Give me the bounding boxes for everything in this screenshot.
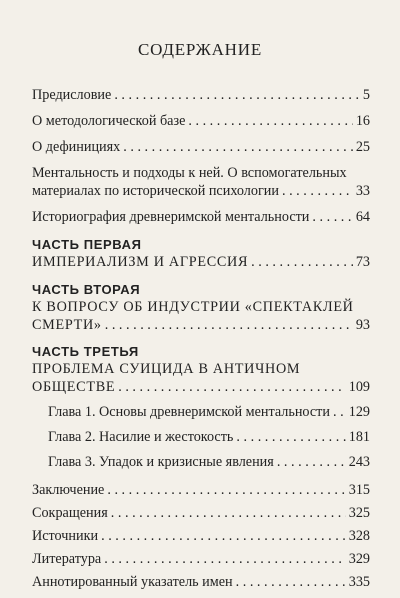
toc-entry-page: 16 bbox=[355, 113, 370, 129]
part-label: ЧАСТЬ ПЕРВАЯ bbox=[32, 237, 142, 252]
toc-leader-dots bbox=[236, 428, 345, 446]
toc-entry-title: Заключение bbox=[32, 482, 105, 498]
toc-entry-title: Глава 1. Основы древнеримской ментальности bbox=[48, 404, 330, 420]
toc-leader-dots bbox=[107, 481, 345, 499]
toc-entry-conclusion bbox=[32, 481, 370, 499]
toc-leader-dots bbox=[277, 453, 346, 471]
toc-chapter-1 bbox=[32, 403, 370, 421]
page-title: СОДЕРЖАНИЕ bbox=[137, 40, 263, 59]
part-label: ЧАСТЬ ВТОРАЯ bbox=[32, 282, 141, 297]
toc-entry-title: Глава 3. Упадок и кризисные явления bbox=[48, 454, 274, 470]
toc-entry-literature bbox=[32, 550, 370, 568]
toc-entry-page: 93 bbox=[355, 317, 370, 333]
toc-entry-methodology bbox=[32, 112, 370, 130]
toc-entry-definitions bbox=[32, 138, 370, 156]
toc-leader-dots bbox=[312, 208, 352, 226]
toc-leader-dots bbox=[333, 403, 346, 421]
toc-entry-page: 25 bbox=[355, 139, 370, 155]
toc-entry-title: Литература bbox=[32, 551, 102, 567]
toc-part-one bbox=[32, 237, 370, 271]
toc-chapter-2 bbox=[32, 428, 370, 446]
toc-entry-mentality bbox=[32, 164, 370, 200]
toc-entry-name-index bbox=[32, 573, 370, 591]
toc-entry-page: 64 bbox=[355, 209, 370, 225]
part-title-line1: ПРОБЛЕМА СУИЦИДА В АНТИЧНОМ bbox=[32, 361, 301, 377]
toc-entry-title: Историография древнеримской ментальности bbox=[32, 209, 310, 225]
toc-entry-abbreviations bbox=[32, 504, 370, 522]
toc-leader-dots bbox=[188, 112, 352, 130]
toc-leader-dots bbox=[236, 573, 346, 591]
part-title-line1: К ВОПРОСУ ОБ ИНДУСТРИИ «СПЕКТАКЛЕЙ bbox=[32, 299, 354, 315]
toc-entry-title: Сокращения bbox=[32, 505, 108, 521]
toc-chapter-3 bbox=[32, 453, 370, 471]
toc-entry-page: 73 bbox=[355, 254, 370, 270]
toc-leader-dots bbox=[251, 253, 353, 271]
toc-leader-dots bbox=[111, 504, 346, 522]
toc-entry-page: 129 bbox=[348, 404, 370, 420]
toc-entry-title: Глава 2. Насилие и жестокость bbox=[48, 429, 234, 445]
part-label: ЧАСТЬ ТРЕТЬЯ bbox=[32, 344, 139, 359]
toc-entry-title: О дефинициях bbox=[32, 139, 121, 155]
toc-entry-page: 329 bbox=[348, 551, 370, 567]
toc-entry-page: 328 bbox=[348, 528, 370, 544]
toc-leader-dots bbox=[114, 86, 360, 104]
toc-leader-dots bbox=[118, 378, 345, 396]
toc-entry-page: 181 bbox=[348, 429, 370, 445]
toc-entry-page: 315 bbox=[348, 482, 370, 498]
toc-entry-historiography bbox=[32, 208, 370, 226]
toc-part-three bbox=[32, 344, 370, 396]
toc-entry-preface bbox=[32, 86, 370, 104]
table-of-contents bbox=[32, 86, 370, 591]
toc-part-two bbox=[32, 282, 370, 334]
toc-leader-dots bbox=[104, 550, 345, 568]
toc-entry-title-line1: Ментальность и подходы к ней. О вспомогательных bbox=[32, 165, 347, 181]
toc-entry-page: 243 bbox=[348, 454, 370, 470]
toc-entry-page: 335 bbox=[348, 574, 370, 590]
toc-entry-title: О методологической базе bbox=[32, 113, 186, 129]
toc-entry-title: Аннотированный указатель имен bbox=[32, 574, 233, 590]
toc-entry-page: 5 bbox=[362, 87, 370, 103]
toc-entry-page: 33 bbox=[355, 183, 370, 199]
toc-entry-title: материалах по исторической психологии bbox=[32, 183, 279, 199]
toc-leader-dots bbox=[101, 527, 346, 545]
toc-leader-dots bbox=[282, 182, 353, 200]
part-title: ИМПЕРИАЛИЗМ И АГРЕССИЯ bbox=[32, 254, 249, 270]
part-title: СМЕРТИ» bbox=[32, 317, 102, 333]
toc-entry-page: 325 bbox=[348, 505, 370, 521]
toc-leader-dots bbox=[105, 316, 353, 334]
toc-leader-dots bbox=[123, 138, 353, 156]
toc-entry-title: Источники bbox=[32, 528, 99, 544]
toc-entry-page: 109 bbox=[348, 379, 370, 395]
toc-entry-sources bbox=[32, 527, 370, 545]
part-title: ОБЩЕСТВЕ bbox=[32, 379, 116, 395]
toc-entry-title: Предисловие bbox=[32, 87, 112, 103]
